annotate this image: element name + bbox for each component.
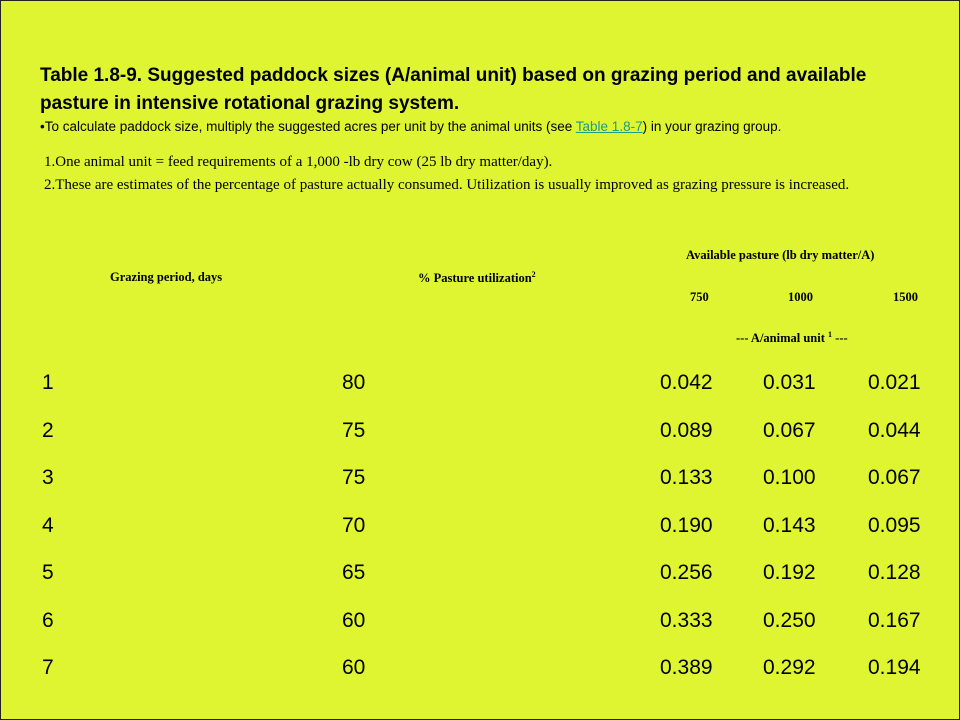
cell-1000: 0.192 <box>763 561 816 584</box>
cell-1500: 0.021 <box>868 371 921 394</box>
table-1-8-7-link[interactable]: Table 1.8-7 <box>575 119 643 134</box>
cell-1500: 0.167 <box>868 608 921 632</box>
cell-750: 0.133 <box>660 466 713 489</box>
footnote-ref-1: 1 <box>828 330 833 339</box>
cell-grazing-days: 7 <box>42 656 54 679</box>
cell-grazing-days: 6 <box>42 608 54 632</box>
bullet-icon: • <box>40 119 45 134</box>
header-pasture-1500: 1500 <box>893 290 918 304</box>
cell-grazing-days: 3 <box>42 466 54 489</box>
header-grazing-period: Grazing period, days <box>110 270 223 284</box>
cell-utilization: 75 <box>342 466 366 489</box>
calculation-note <box>40 118 920 136</box>
table-row <box>0 561 960 591</box>
cell-utilization: 60 <box>342 656 366 679</box>
table-title: Table 1.8-9. Suggested paddock sizes (A/animal unit) based on grazing period and available pasture in intensive rotational grazing system. <box>40 65 867 114</box>
cell-750: 0.042 <box>660 371 713 394</box>
table-row <box>0 419 960 449</box>
table-row <box>0 609 960 639</box>
cell-1000: 0.067 <box>763 418 816 442</box>
cell-750: 0.256 <box>660 561 713 584</box>
cell-750: 0.333 <box>660 608 713 632</box>
cell-utilization: 75 <box>342 418 366 442</box>
header-pasture-750: 750 <box>690 290 709 304</box>
cell-1500: 0.095 <box>868 513 921 537</box>
footnote-1: 1.One animal unit = feed requirements of a 1,000 -lb dry cow (25 lb dry matter/day). <box>44 154 553 170</box>
cell-1500: 0.128 <box>868 561 921 584</box>
header-pasture-1000: 1000 <box>788 290 813 304</box>
footnote-ref-2: 2 <box>531 270 536 279</box>
unit-label-text: --- A/animal unit <box>736 331 825 346</box>
cell-1500: 0.044 <box>868 418 921 442</box>
cell-750: 0.089 <box>660 418 713 442</box>
table-row <box>0 466 960 496</box>
cell-grazing-days: 2 <box>42 418 54 442</box>
header-available-pasture: Available pasture (lb dry matter/A) <box>686 248 875 262</box>
unit-label <box>736 330 848 346</box>
cell-1000: 0.100 <box>763 466 816 489</box>
cell-1500: 0.067 <box>868 466 921 489</box>
cell-grazing-days: 1 <box>42 371 54 394</box>
cell-utilization: 65 <box>342 561 366 584</box>
unit-label-suffix: --- <box>835 331 848 346</box>
calculation-note-suffix: ) in your grazing group. <box>642 119 782 134</box>
cell-grazing-days: 4 <box>42 513 54 537</box>
cell-utilization: 70 <box>342 513 366 537</box>
cell-1000: 0.292 <box>763 656 816 679</box>
cell-750: 0.389 <box>660 656 713 679</box>
cell-1500: 0.194 <box>868 656 921 679</box>
header-pasture-utilization-label: % Pasture utilization <box>418 271 532 286</box>
table-row <box>0 656 960 686</box>
cell-grazing-days: 5 <box>42 561 54 584</box>
header-pasture-utilization <box>418 270 536 286</box>
cell-1000: 0.250 <box>763 608 816 632</box>
table-row <box>0 371 960 401</box>
cell-750: 0.190 <box>660 513 713 537</box>
cell-utilization: 80 <box>342 371 366 394</box>
cell-1000: 0.143 <box>763 513 816 537</box>
cell-1000: 0.031 <box>763 371 816 394</box>
cell-utilization: 60 <box>342 608 366 632</box>
footnote-2: 2.These are estimates of the percentage of pasture actually consumed. Utilization is usually improved as grazing pressure is increased. <box>44 177 850 193</box>
table-row <box>0 514 960 544</box>
calculation-note-text: To calculate paddock size, multiply the suggested acres per unit by the animal units (see <box>44 119 576 134</box>
